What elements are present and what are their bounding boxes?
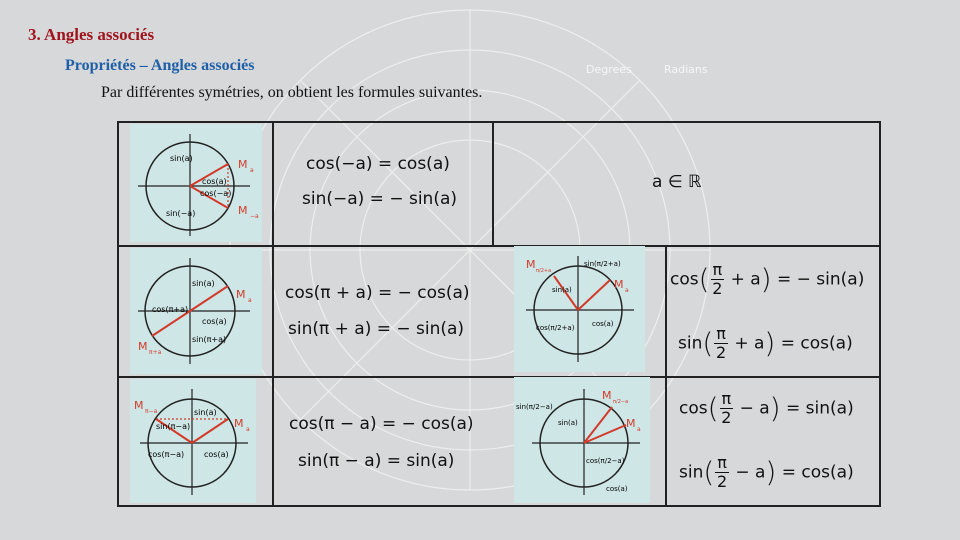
- svg-text:cos(π/2−a): cos(π/2−a): [586, 457, 625, 465]
- svg-text:cos(a): cos(a): [592, 320, 614, 328]
- formula-sin-half-pi-plus: sin( $\frac{\pi}{2}$ + a) = cos(a): [678, 324, 853, 362]
- svg-text:π/2+a: π/2+a: [536, 268, 552, 274]
- svg-text:cos(π−a): cos(π−a): [148, 450, 185, 459]
- formula-sin-neg: sin(−a) = − sin(a): [302, 189, 458, 209]
- svg-text:M: M: [626, 417, 636, 430]
- svg-text:sin(a): sin(a): [194, 408, 217, 417]
- diagram-pi-minus-angle: [130, 379, 256, 503]
- svg-text:sin(−a): sin(−a): [166, 209, 196, 218]
- table-divider: [117, 245, 881, 247]
- svg-text:cos(−a): cos(−a): [200, 189, 232, 198]
- svg-text:cos(a): cos(a): [204, 450, 229, 459]
- svg-text:M: M: [236, 288, 246, 301]
- svg-text:sin(a): sin(a): [552, 286, 572, 294]
- svg-text:sin(π−a): sin(π−a): [156, 422, 191, 431]
- radians-label: Radians: [664, 63, 708, 76]
- table-divider: [665, 245, 667, 507]
- svg-text:sin(π/2+a): sin(π/2+a): [584, 260, 621, 268]
- svg-text:M: M: [614, 278, 624, 291]
- formula-cos-half-pi-plus: cos( $\frac{\pi}{2}$ + a) = − sin(a): [670, 260, 865, 298]
- svg-text:−a: −a: [250, 213, 259, 220]
- formula-cos-pi-minus: cos(π − a) = − cos(a): [289, 414, 474, 434]
- diagram-pi-plus-angle: [130, 248, 262, 374]
- intro-text: Par différentes symétries, on obtient les formules suivantes.: [101, 84, 483, 101]
- svg-text:π−a: π−a: [145, 408, 158, 415]
- section-subtitle: Propriétés – Angles associés: [65, 57, 255, 74]
- svg-text:M: M: [138, 340, 148, 353]
- svg-text:cos(π+a): cos(π+a): [152, 305, 189, 314]
- svg-text:a: a: [250, 167, 254, 174]
- svg-text:sin(π/2−a): sin(π/2−a): [516, 403, 553, 411]
- svg-text:π/2−a: π/2−a: [613, 399, 629, 405]
- section-title: 3. Angles associés: [28, 25, 155, 44]
- svg-text:a: a: [637, 426, 641, 433]
- degrees-label: Degrees: [586, 63, 632, 76]
- formula-sin-pi-plus: sin(π + a) = − sin(a): [288, 319, 465, 339]
- svg-text:sin(π+a): sin(π+a): [192, 335, 227, 344]
- svg-text:cos(π/2+a): cos(π/2+a): [536, 324, 575, 332]
- svg-text:M: M: [238, 204, 248, 217]
- svg-text:cos(a): cos(a): [202, 177, 227, 186]
- svg-text:a: a: [625, 287, 629, 294]
- svg-text:sin(a): sin(a): [170, 154, 193, 163]
- svg-text:M: M: [134, 399, 144, 412]
- diagram-half-pi-plus-angle: [514, 246, 645, 372]
- diagram-negative-angle: [130, 124, 262, 242]
- svg-text:π+a: π+a: [149, 349, 162, 356]
- formula-sin-pi-minus: sin(π − a) = sin(a): [298, 451, 455, 471]
- svg-text:M: M: [602, 389, 612, 402]
- formula-cos-neg: cos(−a) = cos(a): [306, 154, 450, 174]
- svg-text:cos(a): cos(a): [202, 317, 227, 326]
- table-divider: [492, 121, 494, 246]
- formula-sin-half-pi-minus: sin( $\frac{\pi}{2}$ − a) = cos(a): [679, 453, 854, 491]
- formula-cos-pi-plus: cos(π + a) = − cos(a): [285, 283, 470, 303]
- svg-text:a: a: [246, 426, 250, 433]
- domain-note: a ∈ ℝ: [652, 172, 702, 192]
- svg-text:M: M: [234, 417, 244, 430]
- formula-cos-half-pi-minus: cos( $\frac{\pi}{2}$ − a) = sin(a): [679, 389, 854, 427]
- diagram-half-pi-minus-angle: [514, 377, 650, 503]
- table-divider: [272, 121, 274, 507]
- svg-text:M: M: [238, 158, 248, 171]
- svg-text:cos(a): cos(a): [606, 485, 628, 493]
- svg-text:a: a: [248, 297, 252, 304]
- table-divider: [117, 376, 881, 378]
- svg-text:M: M: [526, 258, 536, 271]
- svg-text:sin(a): sin(a): [558, 419, 578, 427]
- svg-text:sin(a): sin(a): [192, 279, 215, 288]
